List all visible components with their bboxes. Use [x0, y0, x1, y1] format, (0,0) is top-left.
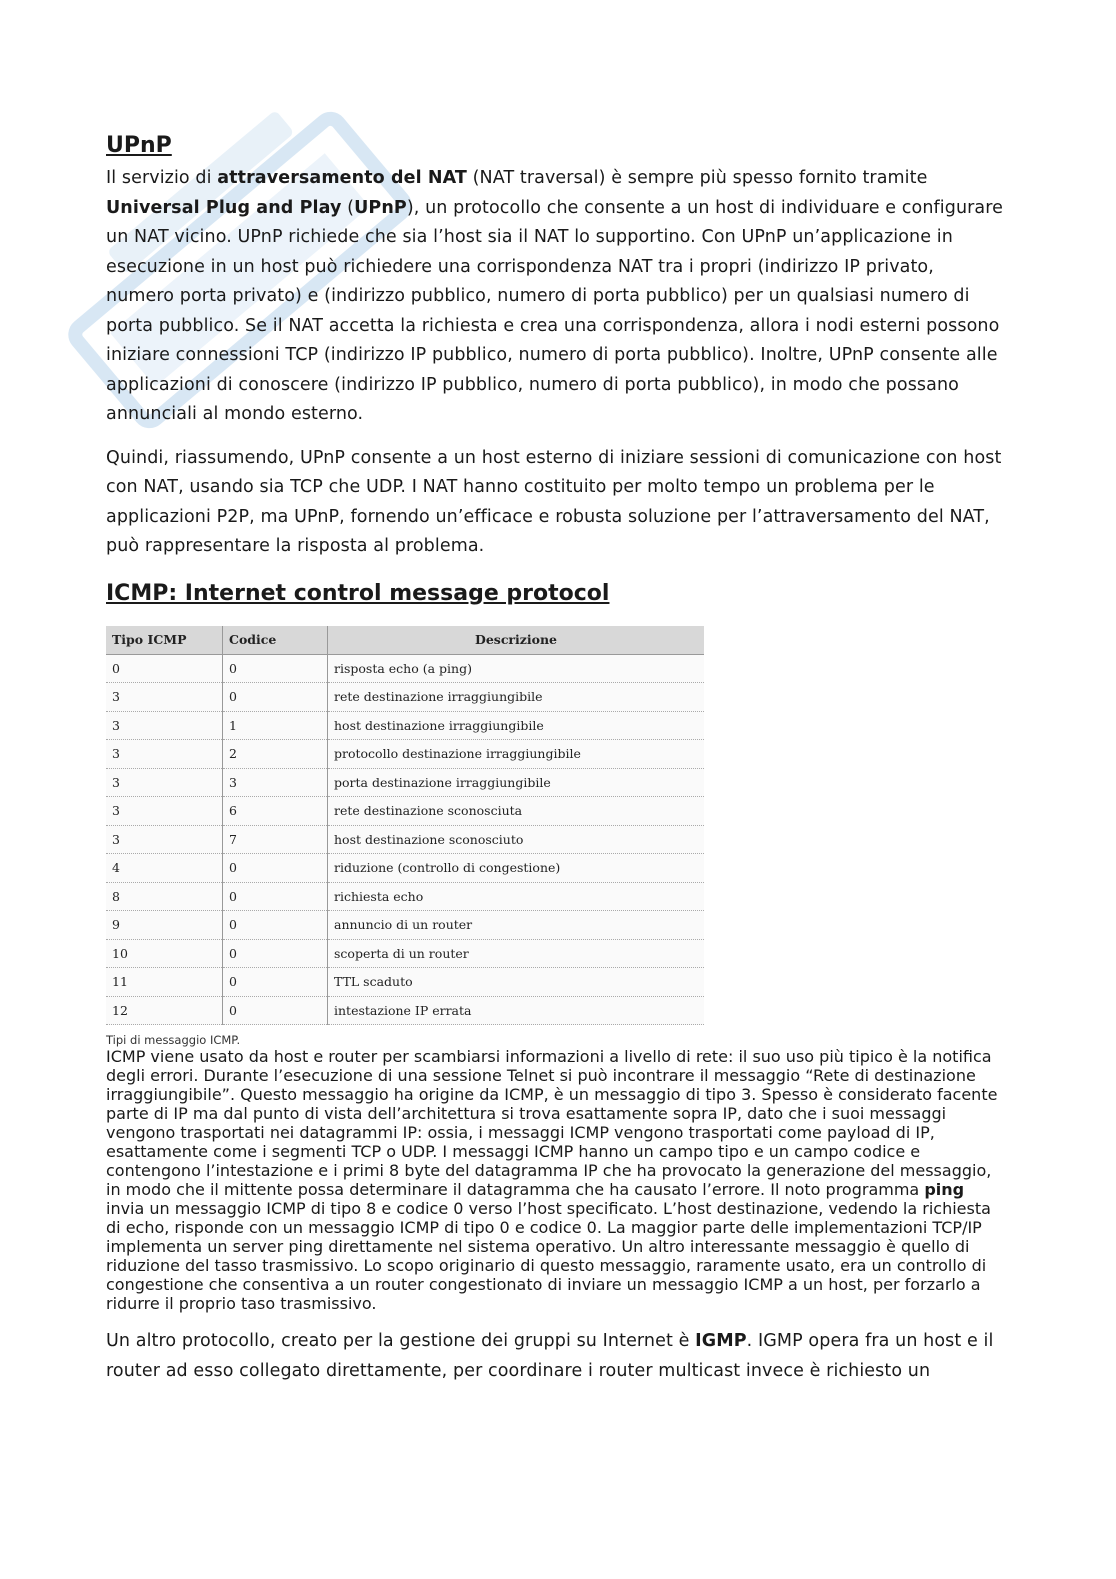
text-run: ICMP viene usato da host e router per scambiarsi informazioni a livello di rete: il suo uso più tipico è la notifica degli errori. Durante l’esecuzione di una sessione Telnet si può incontrare il messaggio “Rete di destinazione irraggiungibile”. Questo messaggio ha origine da ICMP, è un messaggio di tipo 3. Spesso è considerato facente parte di IP ma dal punto di vista dell’architettura si trova esattamente sopra IP, dato che i suoi messaggi vengono trasportati nei datagrammi IP: ossia, i messaggi ICMP vengono trasportati come payload di IP, esattamente come i segmenti TCP o UDP. I messaggi ICMP hanno un campo tipo e un campo codice e contengono l’intestazione e i primi 8 byte del datagramma IP che ha provocato la generazione del messaggio, in modo che il mittente possa determinare il datagramma che ha causato l’errore. Il noto programma	[106, 1047, 998, 1199]
text-run: Il servizio di	[106, 168, 218, 188]
table-row	[106, 882, 704, 911]
cell-tipo: 12	[106, 996, 223, 1025]
cell-descrizione: host destinazione irraggiungibile	[328, 711, 705, 740]
table-row	[106, 740, 704, 769]
header-descrizione: Descrizione	[328, 626, 705, 655]
header-codice: Codice	[223, 626, 328, 655]
text-run: invia un messaggio ICMP di tipo 8 e codice 0 verso l’host specificato. L’host destinazione, vedendo la richiesta di echo, risponde con un messaggio ICMP di tipo 0 e codice 0. La maggior parte delle implementazioni TCP/IP implementa un server ping direttamente nel sistema operativo. Un altro interessante messaggio è quello di riduzione del tasso trasmissivo. Lo scopo originario di questo messaggio, raramente usato, era un controllo di congestione che consentiva a un router congestionato di inviare un messaggio ICMP a un host, per forzarlo a ridurre il proprio taso trasmissivo.	[106, 1199, 991, 1313]
table-row	[106, 939, 704, 968]
cell-tipo: 11	[106, 968, 223, 997]
bold-term: UPnP	[354, 197, 407, 218]
cell-codice: 3	[223, 768, 328, 797]
bold-term: ping	[924, 1180, 965, 1199]
table-row	[106, 854, 704, 883]
icmp-paragraph-text	[106, 1047, 997, 1313]
cell-tipo: 3	[106, 825, 223, 854]
table-row	[106, 711, 704, 740]
table-row	[106, 797, 704, 826]
cell-descrizione: riduzione (controllo di congestione)	[328, 854, 705, 883]
upnp-paragraph-2	[106, 444, 1006, 562]
cell-codice: 1	[223, 711, 328, 740]
table-row	[106, 683, 704, 712]
cell-descrizione: protocollo destinazione irraggiungibile	[328, 740, 705, 769]
cell-descrizione: scoperta di un router	[328, 939, 705, 968]
bold-term: IGMP	[695, 1331, 747, 1351]
cell-descrizione: porta destinazione irraggiungibile	[328, 768, 705, 797]
icmp-types-table	[106, 626, 704, 1026]
table-header-row	[106, 626, 704, 655]
cell-descrizione: intestazione IP errata	[328, 996, 705, 1025]
header-tipo: Tipo ICMP	[106, 626, 223, 655]
bold-term: Universal Plug and Play	[106, 197, 342, 218]
cell-tipo: 3	[106, 768, 223, 797]
cell-descrizione: rete destinazione irraggiungibile	[328, 683, 705, 712]
table-row	[106, 825, 704, 854]
cell-descrizione: risposta echo (a ping)	[328, 654, 705, 683]
cell-tipo: 10	[106, 939, 223, 968]
section-title-icmp: ICMP: Internet control message protocol	[106, 580, 610, 606]
table-row	[106, 911, 704, 940]
cell-codice: 0	[223, 654, 328, 683]
cell-codice: 2	[223, 740, 328, 769]
cell-codice: 0	[223, 683, 328, 712]
cell-tipo: 8	[106, 882, 223, 911]
table-row	[106, 968, 704, 997]
table-row	[106, 996, 704, 1025]
text-run: ), un protocollo che consente a un host di individuare e configurare un NAT vicino. UPnP richiede che sia l’host sia il NAT lo supportino. Con UPnP un’applicazione in esecuzione in un host può richiedere una corrispondenza NAT tra i propri (indirizzo IP privato, numero porta privato) e (indirizzo pubblico, numero di porta pubblico) per un qualsiasi numero di porta pubblico. Se il NAT accetta la richiesta e crea una corrispondenza, allora i nodi esterni possono iniziare connessioni TCP (indirizzo IP pubblico, numero di porta pubblico). Inoltre, UPnP consente alle applicazioni di conoscere (indirizzo IP pubblico, numero di porta pubblico), in modo che possano annunciali al mondo esterno.	[106, 197, 1004, 424]
cell-codice: 0	[223, 996, 328, 1025]
text-run: Quindi, riassumendo, UPnP consente a un host esterno di iniziare sessioni di comunicazione con host con NAT, usando sia TCP che UDP. I NAT hanno costituito per molto tempo un problema per le applicazioni P2P, ma UPnP, fornendo un’efficace e robusta soluzione per l’attraversamento del NAT, può rappresentare la risposta al problema.	[106, 447, 1002, 556]
cell-codice: 0	[223, 939, 328, 968]
cell-tipo: 3	[106, 797, 223, 826]
cell-codice: 7	[223, 825, 328, 854]
cell-descrizione: host destinazione sconosciuto	[328, 825, 705, 854]
text-run: (NAT traversal) è sempre più spesso fornito tramite	[466, 168, 928, 188]
cell-codice: 6	[223, 797, 328, 826]
text-run: Un altro protocollo, creato per la gestione dei gruppi su Internet è	[106, 1331, 696, 1351]
cell-descrizione: TTL scaduto	[328, 968, 705, 997]
cell-tipo: 0	[106, 654, 223, 683]
table-row	[106, 768, 704, 797]
cell-descrizione: richiesta echo	[328, 882, 705, 911]
cell-tipo: 3	[106, 740, 223, 769]
section-title-upnp: UPnP	[106, 133, 172, 158]
cell-codice: 0	[223, 911, 328, 940]
bold-term: attraversamento del NAT	[217, 168, 467, 188]
cell-tipo: 4	[106, 854, 223, 883]
table-row	[106, 654, 704, 683]
cell-tipo: 9	[106, 911, 223, 940]
cell-tipo: 3	[106, 711, 223, 740]
cell-tipo: 3	[106, 683, 223, 712]
cell-descrizione: rete destinazione sconosciuta	[328, 797, 705, 826]
upnp-paragraph-1	[106, 164, 1006, 430]
document-page	[106, 128, 1006, 1400]
text-run: (	[341, 197, 355, 218]
cell-descrizione: annuncio di un router	[328, 911, 705, 940]
cell-codice: 0	[223, 882, 328, 911]
cell-codice: 0	[223, 854, 328, 883]
icmp-paragraph-2	[106, 1327, 1006, 1386]
table-caption: Tipi di messaggio ICMP.	[106, 1033, 241, 1047]
text-run: . IGMP opera fra un host e il router ad esso collegato direttamente, per coordinare i router multicast invece è richiesto un	[106, 1331, 994, 1381]
cell-codice: 0	[223, 968, 328, 997]
